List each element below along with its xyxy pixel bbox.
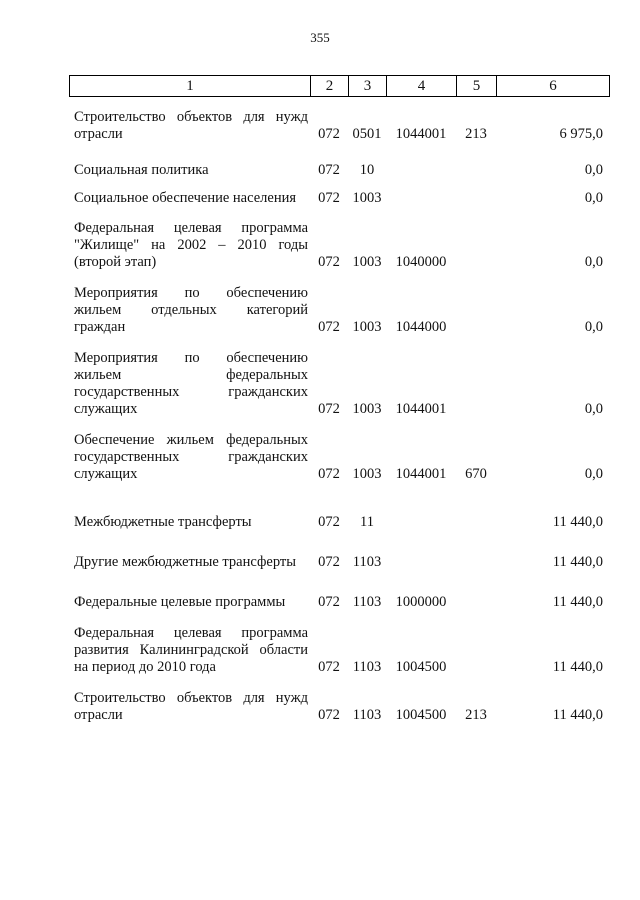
row-name-text: Строительство объектов для нужд отрасли xyxy=(74,109,308,142)
row-col6: 11 440,0 xyxy=(552,514,603,530)
row-col2: 072 xyxy=(318,401,340,417)
row-col2: 072 xyxy=(318,514,340,530)
table-row xyxy=(69,432,609,483)
row-name-text: Другие межбюджетные трансферты xyxy=(74,554,296,570)
row-name xyxy=(69,190,310,207)
row-col4: 1040000 xyxy=(395,254,447,270)
column-header-5: 5 xyxy=(457,76,497,97)
row-name-text: Строительство объектов для нужд отрасли xyxy=(74,690,308,723)
table-row xyxy=(69,594,609,611)
row-col5: 670 xyxy=(465,466,487,482)
row-col3: 1003 xyxy=(352,466,382,482)
column-header-row xyxy=(70,76,610,97)
row-name-text: Обеспечение жильем федеральных государственных гражданских служащих xyxy=(74,432,308,482)
table-row xyxy=(69,109,609,143)
row-name xyxy=(69,220,310,271)
row-col3: 10 xyxy=(359,162,375,178)
page-number: 355 xyxy=(310,30,330,45)
table-row xyxy=(69,220,609,271)
row-col2: 072 xyxy=(318,190,340,206)
table-row xyxy=(69,554,609,571)
column-header-2: 2 xyxy=(311,76,349,97)
row-name-text: Межбюджетные трансферты xyxy=(74,514,252,530)
row-name xyxy=(69,514,310,531)
row-col4: 1044001 xyxy=(395,466,447,482)
row-col3: 1103 xyxy=(352,554,382,570)
column-header-1: 1 xyxy=(70,76,311,97)
row-col4: 1000000 xyxy=(395,594,447,610)
row-name-text: Социальное обеспечение населения xyxy=(74,190,297,206)
row-name xyxy=(69,554,310,571)
row-col5: 213 xyxy=(465,707,487,723)
row-col6: 11 440,0 xyxy=(552,659,603,675)
row-name xyxy=(69,109,310,143)
row-name xyxy=(69,594,310,611)
row-col5: 213 xyxy=(465,126,487,142)
row-col3: 1103 xyxy=(352,594,382,610)
table-row xyxy=(69,285,609,336)
row-col6: 0,0 xyxy=(584,162,603,178)
row-col2: 072 xyxy=(318,554,340,570)
budget-rows xyxy=(69,98,609,724)
row-col6: 0,0 xyxy=(584,401,603,417)
column-header-6: 6 xyxy=(497,76,610,97)
row-name-text: Социальная политика xyxy=(74,162,209,178)
row-col6: 6 975,0 xyxy=(559,126,603,142)
row-name xyxy=(69,690,310,724)
column-header-table xyxy=(69,75,610,97)
table-row xyxy=(69,514,609,531)
row-col6: 0,0 xyxy=(584,254,603,270)
row-name-text: Федеральная целевая программа "Жилище" на 2002 – 2010 годы (второй этап) xyxy=(74,220,308,270)
row-name xyxy=(69,162,310,179)
row-col2: 072 xyxy=(318,594,340,610)
row-col6: 0,0 xyxy=(584,190,603,206)
row-col2: 072 xyxy=(318,254,340,270)
row-col2: 072 xyxy=(318,659,340,675)
row-name-text: Федеральная целевая программа развития Калининградской области на период до 2010 года xyxy=(74,625,308,675)
row-col6: 0,0 xyxy=(584,319,603,335)
row-col4: 1044001 xyxy=(395,126,447,142)
row-name xyxy=(69,350,310,418)
table-row xyxy=(69,625,609,676)
row-name xyxy=(69,625,310,676)
row-name-text: Мероприятия по обеспечению жильем отдельных категорий граждан xyxy=(74,285,308,335)
row-name xyxy=(69,285,310,336)
row-col3: 1003 xyxy=(352,401,382,417)
row-col2: 072 xyxy=(318,466,340,482)
row-col3: 1103 xyxy=(352,659,382,675)
row-col4: 1044000 xyxy=(395,319,447,335)
row-col2: 072 xyxy=(318,126,340,142)
row-col2: 072 xyxy=(318,162,340,178)
table-row xyxy=(69,190,609,207)
row-col4: 1044001 xyxy=(395,401,447,417)
row-col6: 11 440,0 xyxy=(552,707,603,723)
column-header-4: 4 xyxy=(387,76,457,97)
row-col4: 1004500 xyxy=(395,707,447,723)
row-name-text: Федеральные целевые программы xyxy=(74,594,286,610)
row-name-text: Мероприятия по обеспечению жильем федеральных государственных гражданских служащих xyxy=(74,350,308,417)
row-col3: 1003 xyxy=(352,319,382,335)
row-col3: 11 xyxy=(360,514,374,530)
row-col3: 1103 xyxy=(352,707,382,723)
row-col2: 072 xyxy=(318,319,340,335)
row-col4: 1004500 xyxy=(395,659,447,675)
row-col2: 072 xyxy=(318,707,340,723)
row-name xyxy=(69,432,310,483)
row-col3: 1003 xyxy=(352,254,382,270)
row-col6: 11 440,0 xyxy=(552,594,603,610)
table-row xyxy=(69,690,609,724)
row-col6: 11 440,0 xyxy=(552,554,603,570)
row-col3: 0501 xyxy=(352,126,382,142)
column-header-3: 3 xyxy=(349,76,387,97)
row-col6: 0,0 xyxy=(584,466,603,482)
row-col3: 1003 xyxy=(352,190,382,206)
table-row xyxy=(69,350,609,418)
table-row xyxy=(69,162,609,179)
